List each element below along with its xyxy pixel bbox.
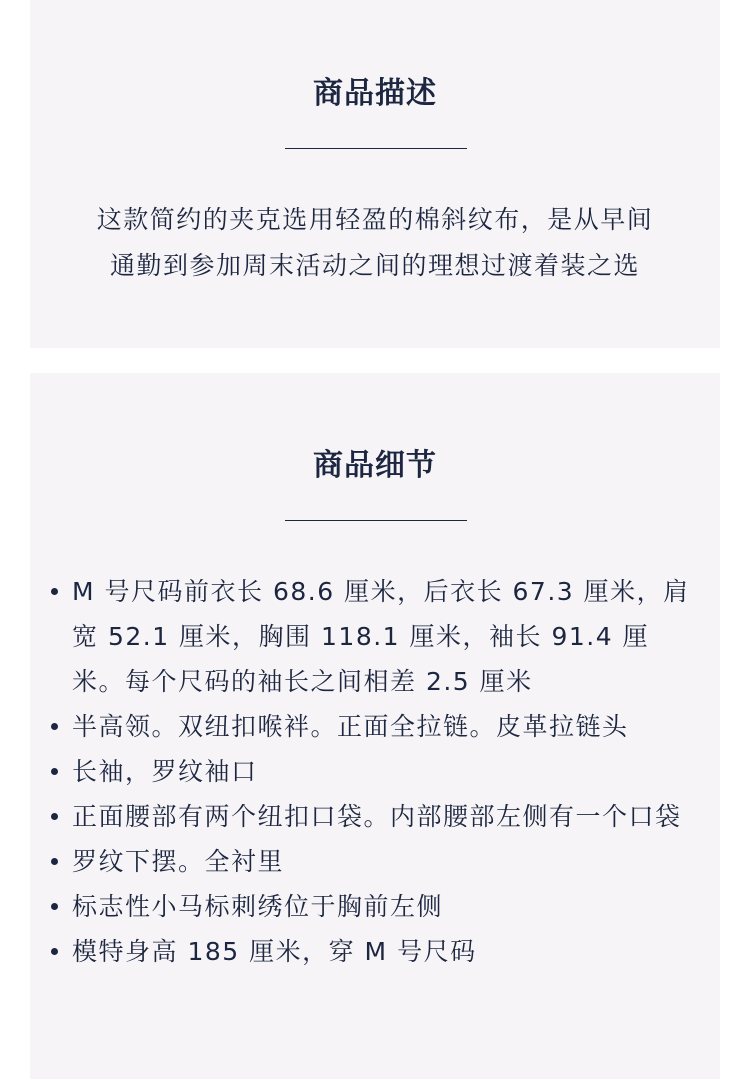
detail-item-model: 模特身高 185 厘米，穿 M 号尺码 — [72, 929, 692, 974]
details-list — [72, 569, 692, 974]
detail-item-logo: 标志性小马标刺绣位于胸前左侧 — [72, 884, 692, 929]
product-description-section — [30, 0, 720, 348]
detail-item-collar: 半高领。双纽扣喉袢。正面全拉链。皮革拉链头 — [72, 704, 692, 749]
product-details-section — [30, 373, 720, 1079]
detail-item-hem: 罗纹下摆。全衬里 — [72, 839, 692, 884]
detail-item-pockets: 正面腰部有两个纽扣口袋。内部腰部左侧有一个口袋 — [72, 794, 692, 839]
detail-item-sleeves: 长袖，罗纹袖口 — [72, 749, 692, 794]
detail-item-size: M 号尺码前衣长 68.6 厘米，后衣长 67.3 厘米，肩宽 52.1 厘米，胸围 118.1 厘米，袖长 91.4 厘米。每个尺码的袖长之间相差 2.5 厘米 — [72, 569, 692, 704]
description-line: 这款简约的夹克选用轻盈的棉斜纹布，是从早间 — [96, 205, 654, 234]
title-divider — [285, 148, 467, 149]
title-divider — [285, 520, 467, 521]
section-title-details: 商品细节 — [313, 448, 437, 483]
product-description-text — [30, 197, 720, 289]
section-title-description: 商品描述 — [313, 76, 437, 111]
description-line: 通勤到参加周末活动之间的理想过渡着装之选 — [109, 251, 640, 280]
